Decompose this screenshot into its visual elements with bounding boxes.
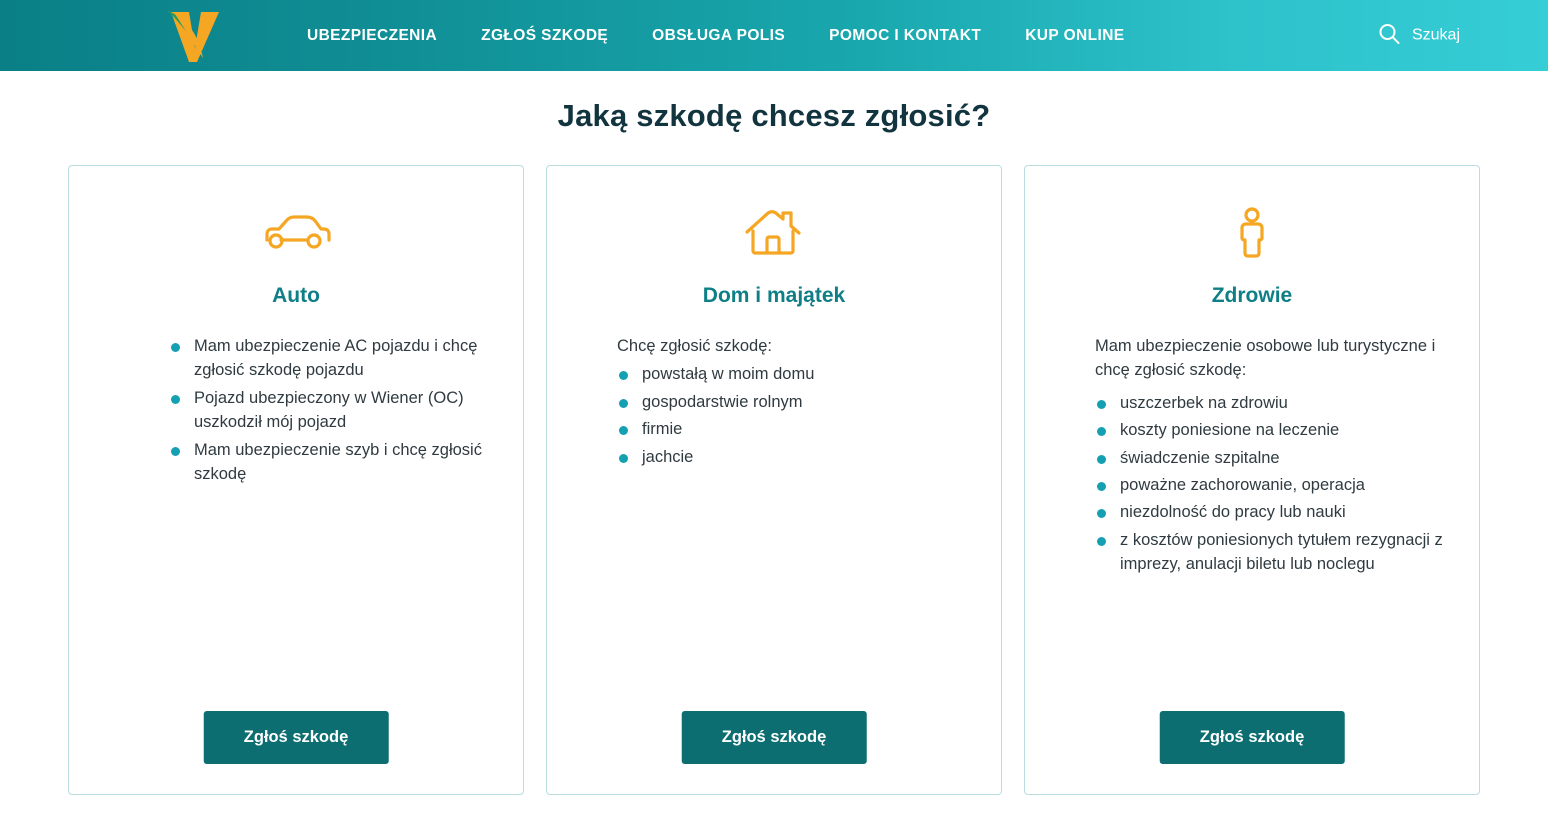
list-item: z kosztów poniesionych tytułem rezygnacji z imprezy, anulacji biletu lub noclegu (1091, 528, 1449, 577)
report-claim-button-auto[interactable]: Zgłoś szkodę (204, 711, 389, 764)
card-title-auto: Auto (272, 284, 320, 307)
card-title-dom-i-majatek: Dom i majątek (702, 284, 846, 307)
list-item: uszczerbek na zdrowiu (1091, 391, 1449, 415)
nav-obsluga-polis[interactable]: OBSŁUGA POLIS (652, 26, 786, 44)
list-item: niezdolność do pracy lub nauki (1091, 500, 1449, 524)
list-item: Mam ubezpieczenie AC pojazdu i chcę zgłosić szkodę pojazdu (165, 334, 493, 383)
list-item: poważne zachorowanie, operacja (1091, 473, 1449, 497)
list-item: firmie (613, 417, 971, 441)
card-body-auto (99, 334, 493, 486)
card-zdrowie[interactable] (1024, 165, 1480, 795)
house-icon (577, 204, 971, 262)
card-auto-bullet-list (165, 334, 493, 486)
nav-pomoc-i-kontakt[interactable]: POMOC I KONTAKT (829, 26, 982, 44)
card-zdrowie-bullet-list (1069, 391, 1449, 577)
search-label: Szukaj (1411, 26, 1460, 44)
nav-ubezpieczenia[interactable]: UBEZPIECZENIA (307, 26, 438, 44)
card-body-zdrowie (1055, 334, 1449, 577)
list-item: świadczenie szpitalne (1091, 446, 1449, 470)
top-navigation-bar (0, 0, 1548, 71)
list-item: gospodarstwie rolnym (613, 390, 971, 414)
list-item: Pojazd ubezpieczony w Wiener (OC) uszkodził mój pojazd (165, 386, 493, 435)
report-claim-button-zdrowie[interactable]: Zgłoś szkodę (1160, 711, 1345, 764)
list-item: powstałą w moim domu (613, 362, 971, 386)
card-intro-zdrowie: Mam ubezpieczenie osobowe lub turystyczne i chcę zgłosić szkodę: (1095, 337, 1436, 380)
main-nav (307, 27, 1125, 45)
search-button[interactable] (1378, 22, 1460, 49)
report-claim-button-dom[interactable]: Zgłoś szkodę (682, 711, 867, 764)
list-item: jachcie (613, 445, 971, 469)
card-auto[interactable] (68, 165, 524, 795)
card-body-dom-i-majatek (577, 334, 971, 469)
search-icon (1378, 22, 1400, 49)
card-intro-dom: Chcę zgłosić szkodę: (617, 337, 772, 355)
card-title-zdrowie: Zdrowie (1211, 284, 1293, 307)
list-item: Mam ubezpieczenie szyb i chcę zgłosić szkodę (165, 438, 493, 487)
car-icon (99, 204, 493, 262)
list-item: koszty poniesione na leczenie (1091, 418, 1449, 442)
claim-category-cards (0, 165, 1548, 795)
page-title: Jaką szkodę chcesz zgłosić? (557, 98, 991, 133)
wiener-logo[interactable] (163, 8, 225, 64)
nav-zglos-szkode[interactable]: ZGŁOŚ SZKODĘ (481, 26, 609, 44)
card-dom-bullet-list (591, 362, 971, 469)
person-icon (1055, 204, 1449, 262)
nav-kup-online[interactable]: KUP ONLINE (1025, 26, 1125, 44)
card-dom-i-majatek[interactable] (546, 165, 1002, 795)
